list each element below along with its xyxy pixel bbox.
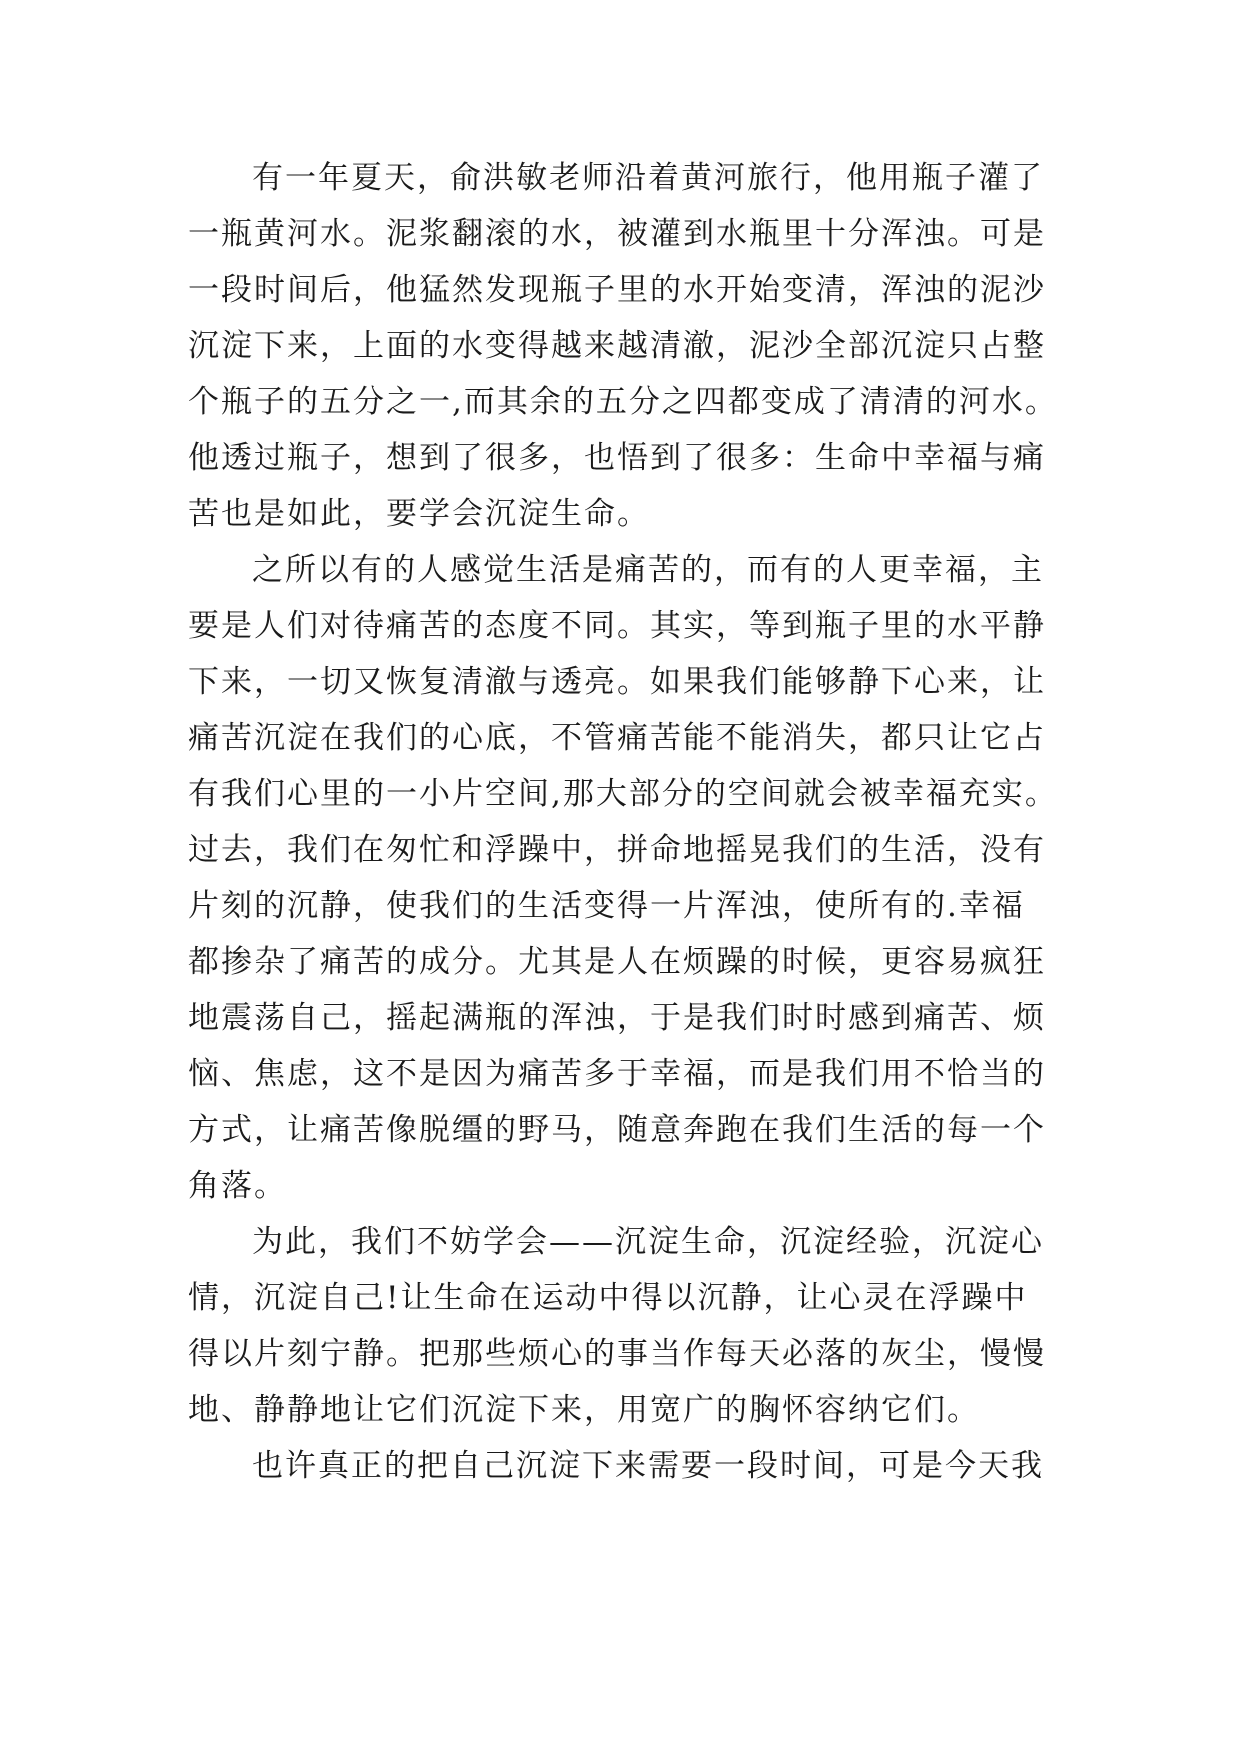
text-line: 一瓶黄河水。泥浆翻滚的水，被灌到水瓶里十分浑浊。可是 [188,216,1046,252]
text-line: 个瓶子的五分之一,而其余的五分之四都变成了清清的河水。 [188,384,1058,420]
text-line: 方式，让痛苦像脱缰的野马，随意奔跑在我们生活的每一个 [188,1112,1046,1148]
paragraph-4 [188,1438,1058,1494]
text-line: 要是人们对待痛苦的态度不同。其实，等到瓶子里的水平静 [188,608,1046,644]
paragraph-1 [188,150,1058,542]
text-line: 痛苦沉淀在我们的心底，不管痛苦能不能消失，都只让它占 [188,720,1046,756]
text-line: 都掺杂了痛苦的成分。尤其是人在烦躁的时候，更容易疯狂 [188,944,1046,980]
text-line: 地震荡自己，摇起满瓶的浑浊，于是我们时时感到痛苦、烦 [188,1000,1046,1036]
text-line: 为此，我们不妨学会——沉淀生命，沉淀经验，沉淀心 [252,1224,1044,1260]
paragraph-3 [188,1214,1058,1438]
text-line: 他透过瓶子，想到了很多，也悟到了很多：生命中幸福与痛 [188,440,1046,476]
paragraph-2 [188,542,1058,1214]
document-body [188,150,1058,1494]
text-line: 情，沉淀自己!让生命在运动中得以沉静，让心灵在浮躁中 [188,1280,1028,1316]
text-line: 片刻的沉静，使我们的生活变得一片浑浊，使所有的.幸福 [188,888,1025,924]
text-line: 也许真正的把自己沉淀下来需要一段时间，可是今天我 [252,1448,1044,1484]
text-line: 有一年夏天，俞洪敏老师沿着黄河旅行，他用瓶子灌了 [252,160,1044,196]
text-line: 角落。 [188,1168,287,1204]
text-line: 苦也是如此，要学会沉淀生命。 [188,496,650,532]
text-line: 恼、焦虑，这不是因为痛苦多于幸福，而是我们用不恰当的 [188,1056,1046,1092]
text-line: 地、静静地让它们沉淀下来，用宽广的胸怀容纳它们。 [188,1392,980,1428]
text-line: 有我们心里的一小片空间,那大部分的空间就会被幸福充实。 [188,776,1058,812]
text-line: 过去，我们在匆忙和浮躁中，拼命地摇晃我们的生活，没有 [188,832,1046,868]
text-line: 得以片刻宁静。把那些烦心的事当作每天必落的灰尘，慢慢 [188,1336,1046,1372]
text-line: 沉淀下来，上面的水变得越来越清澈，泥沙全部沉淀只占整 [188,328,1046,364]
text-line: 之所以有的人感觉生活是痛苦的，而有的人更幸福，主 [252,552,1044,588]
text-line: 一段时间后，他猛然发现瓶子里的水开始变清，浑浊的泥沙 [188,272,1046,308]
text-line: 下来，一切又恢复清澈与透亮。如果我们能够静下心来，让 [188,664,1046,700]
